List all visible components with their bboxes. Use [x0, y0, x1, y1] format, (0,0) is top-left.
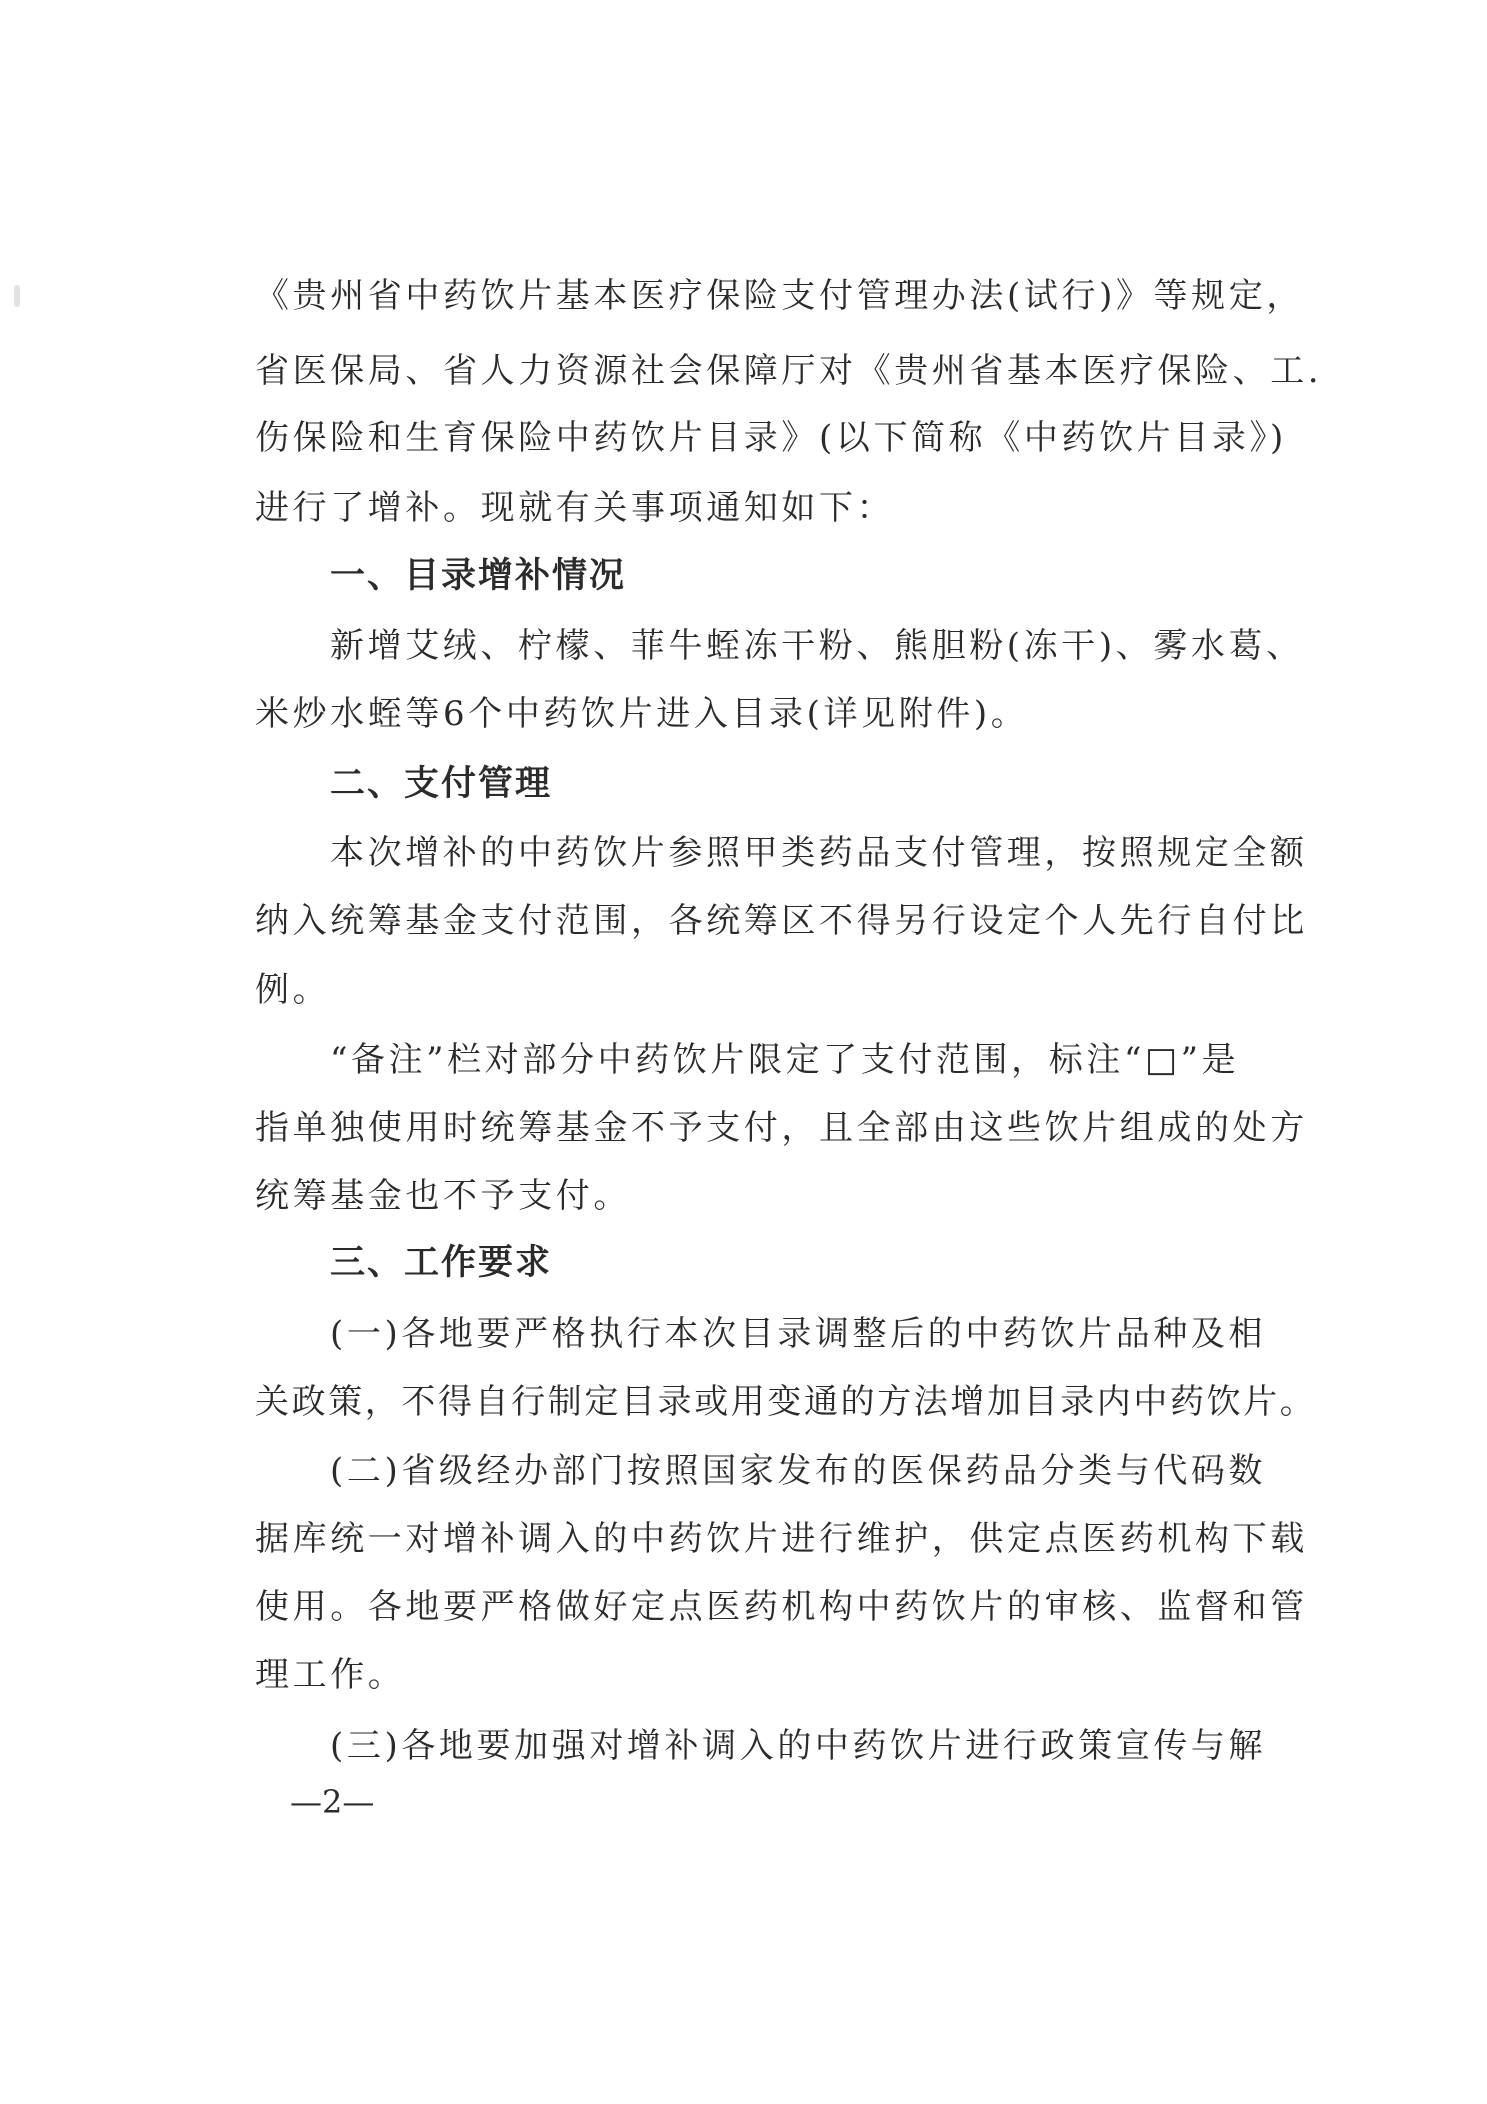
section-2-p2-line-2: 指单独使用时统筹基金不予支付，且全部由这些饮片组成的处方: [255, 1108, 1308, 1148]
section-1-line-1: 新增艾绒、柠檬、菲牛蛭冻干粉、熊胆粉(冻干)、雾水葛、: [330, 626, 1304, 666]
scan-artifact: [14, 285, 20, 307]
section-3-item-1-line-2: 关政策，不得自行制定目录或用变通的方法增加目录内中药饮片。: [255, 1382, 1317, 1422]
section-2-p2-line-1: “备注”栏对部分中药饮片限定了支付范围，标注“□”是: [330, 1040, 1240, 1080]
section-2-p1-line-3: 例。: [255, 970, 331, 1010]
section-3-item-2-line-3: 使用。各地要严格做好定点医药机构中药饮片的审核、监督和管: [255, 1587, 1308, 1627]
section-3-item-2-line-1: (二)省级经办部门按照国家发布的医保药品分类与代码数: [330, 1451, 1267, 1491]
section-2-p1-line-2: 纳入统筹基金支付范围，各统筹区不得另行设定个人先行自付比: [255, 901, 1308, 941]
section-2-p2-line-3: 统筹基金也不予支付。: [255, 1176, 631, 1216]
section-2-heading: 二、支付管理: [330, 764, 553, 804]
section-3-item-2-line-4: 理工作。: [255, 1655, 406, 1695]
section-1-line-2: 米炒水蛭等6个中药饮片进入目录(详见附件)。: [255, 694, 1029, 734]
section-3-item-2-line-2: 据库统一对增补调入的中药饮片进行维护，供定点医药机构下载: [255, 1519, 1308, 1559]
section-3-item-3-line-1: (三)各地要加强对增补调入的中药饮片进行政策宣传与解: [330, 1726, 1267, 1766]
section-3-heading: 三、工作要求: [330, 1243, 553, 1283]
intro-line-2: 省医保局、省人力资源社会保障厅对《贵州省基本医疗保险、工.: [255, 351, 1323, 391]
page-number: —2—: [290, 1783, 375, 1821]
intro-line-1: 《贵州省中药饮片基本医疗保险支付管理办法(试行)》等规定，: [255, 276, 1304, 316]
section-2-p1-line-1: 本次增补的中药饮片参照甲类药品支付管理，按照规定全额: [330, 833, 1308, 873]
section-1-heading: 一、目录增补情况: [330, 556, 627, 596]
intro-line-4: 进行了增补。现就有关事项通知如下：: [255, 488, 895, 528]
intro-line-3: 伤保险和生育保险中药饮片目录》(以下简称《中药饮片目录》): [255, 418, 1287, 458]
section-3-item-1-line-1: (一)各地要严格执行本次目录调整后的中药饮片品种及相: [330, 1314, 1267, 1354]
